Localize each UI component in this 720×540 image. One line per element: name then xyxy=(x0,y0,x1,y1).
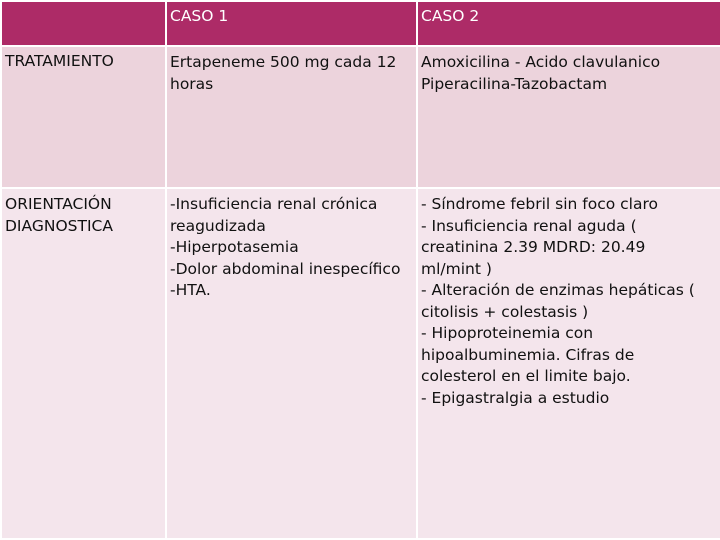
header-corner-cell xyxy=(1,1,166,46)
cell-line: Ertapeneme 500 mg cada 12 xyxy=(170,53,397,71)
cell-orientacion-caso-1 xyxy=(166,188,417,539)
cell-line: - Epigastralgia a estudio xyxy=(421,388,610,407)
cell-line: horas xyxy=(170,74,214,93)
table-header-row xyxy=(1,1,720,46)
cell-line: ml/mint ) xyxy=(421,259,492,278)
cell-line: Piperacilina-Tazobactam xyxy=(421,74,608,93)
header-caso-2: CASO 2 xyxy=(417,1,720,46)
cell-line: - Insuficiencia renal aguda ( xyxy=(421,216,637,235)
cell-tratamiento-caso-2 xyxy=(417,46,720,188)
row-label-text: ORIENTACIÓN xyxy=(5,195,112,213)
cell-line: - Alteración de enzimas hepáticas ( xyxy=(421,281,695,299)
table-row-tratamiento xyxy=(1,46,720,188)
row-label-text: TRATAMIENTO xyxy=(5,52,114,70)
cell-line: hipoalbuminemia. Cifras de xyxy=(421,345,635,364)
cell-line: creatinina 2.39 MDRD: 20.49 xyxy=(421,238,646,256)
row-label-text: DIAGNOSTICA xyxy=(5,216,113,235)
cell-line: colesterol en el limite bajo. xyxy=(421,367,631,385)
row-label-orientacion-diagnostica xyxy=(1,188,166,539)
cell-line: -HTA. xyxy=(170,281,211,299)
cell-line: -Dolor abdominal inespecífico xyxy=(170,259,401,278)
cell-line: -Hiperpotasemia xyxy=(170,238,299,256)
cell-tratamiento-caso-1 xyxy=(166,46,417,188)
cell-line: reagudizada xyxy=(170,216,266,235)
cell-line: -Insuficiencia renal crónica xyxy=(170,195,378,213)
header-caso-1: CASO 1 xyxy=(166,1,417,46)
cell-orientacion-caso-2 xyxy=(417,188,720,539)
cell-line: - Síndrome febril sin foco claro xyxy=(421,195,658,213)
table-row-orientacion-diagnostica xyxy=(1,188,720,539)
cell-line: - Hipoproteinemia con xyxy=(421,324,594,342)
cell-line: Amoxicilina - Acido clavulanico xyxy=(421,53,661,71)
cell-line: citolisis + colestasis ) xyxy=(421,302,589,321)
row-label-tratamiento xyxy=(1,46,166,188)
